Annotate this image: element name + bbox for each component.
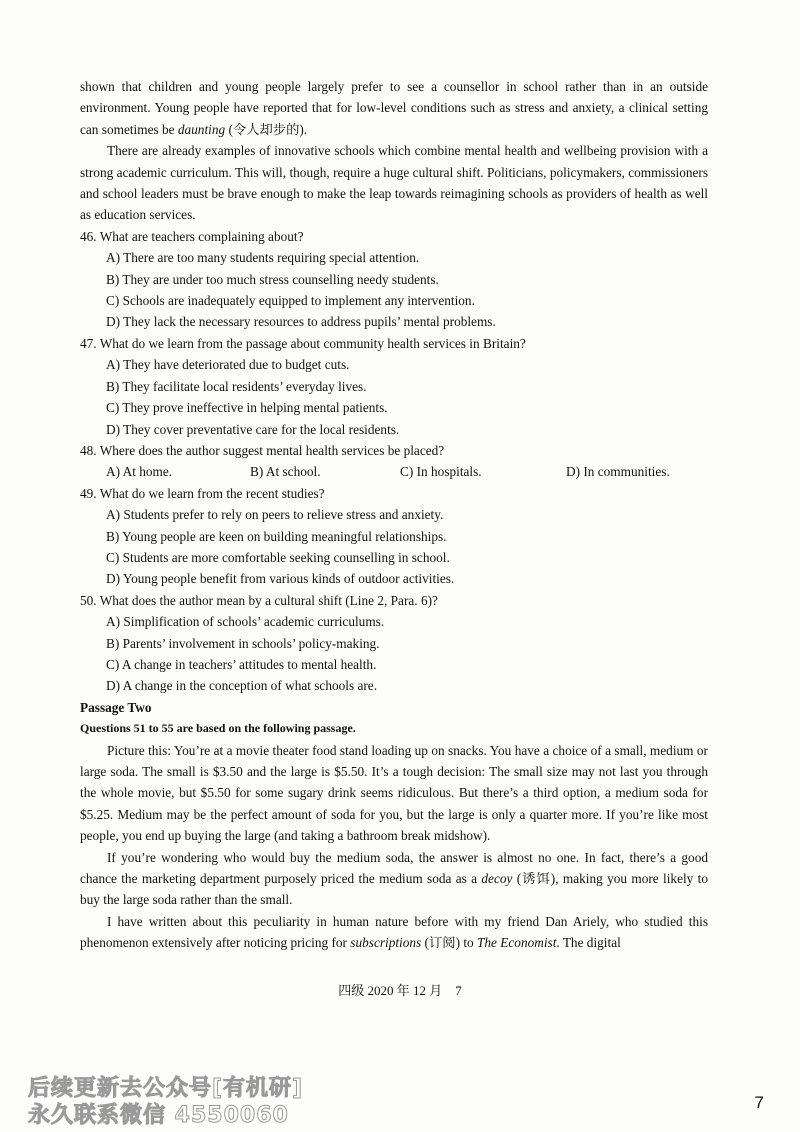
option-a: A) There are too many students requiring special attention. (106, 250, 420, 266)
passage-two-instructions: Questions 51 to 55 are based on the following passage. (80, 721, 356, 736)
option-d: D) They cover preventative care for the local residents. (106, 421, 400, 437)
watermark-line-2: 永久联系微信 4550060 (28, 1103, 289, 1128)
passage-paragraph: I have written about this peculiarity in human nature before with my friend Dan Ariely, who studied this phenomenon extensively after noticing pricing for subscriptions (订阅) to The Economist. The digital (80, 913, 708, 951)
question-49 (80, 483, 708, 590)
passage-two-title: Passage Two (80, 699, 152, 715)
italic-term: decoy (481, 871, 513, 887)
option-b: B) Parents’ involvement in schools’ policy-making. (106, 635, 380, 651)
option-row (106, 461, 708, 482)
option-c: C) A change in teachers’ attitudes to mental health. (106, 656, 377, 672)
option-b: B) At school. (250, 464, 321, 480)
passage-paragraph: Picture this: You’re at a movie theater food stand loading up on snacks. You have a choice of a small, medium or large soda. The small is $3.50 and the large is $5.50. It’s a tough decision: The small size may not last you through the whole movie, but $5.50 for some sugary drink seems ridiculous. But there’s a third option, a medium soda for $5.25. Medium may be the perfect amount of soda for you, but the large is only a quarter more. If you’re like most people, you end up buying the large (and taking a bathroom break midshow). (80, 742, 708, 844)
italic-term: daunting (177, 121, 226, 137)
question-stem: 47. What do we learn from the passage about community health services in Britain? (80, 335, 526, 351)
question-47 (80, 333, 708, 440)
page-number: 7 (754, 1093, 764, 1112)
watermark-line-1: 后续更新去公众号[有机研] (28, 1076, 304, 1101)
page-content (80, 76, 708, 954)
option-b: B) Young people are keen on building meaningful relationships. (106, 528, 447, 544)
option-d: D) A change in the conception of what schools are. (106, 678, 378, 694)
passage-paragraph: There are already examples of innovative schools which combine mental health and wellbeing provision with a strong academic curriculum. This will, though, require a huge cultural shift. Politicians, policymakers, commissioners and school leaders must be brave enough to make the leap towards reimagining schools as providers of health as well as education services. (80, 143, 708, 223)
question-50 (80, 590, 708, 697)
option-d: D) In communities. (566, 464, 670, 480)
option-d: D) They lack the necessary resources to address pupils’ mental problems. (106, 314, 496, 330)
italic-title: The Economist (477, 935, 557, 951)
italic-term: subscriptions (350, 935, 422, 951)
option-a: A) At home. (106, 464, 173, 480)
option-a: A) Students prefer to rely on peers to relieve stress and anxiety. (106, 507, 444, 523)
page-footer: 四级 2020 年 12 月 7 (338, 983, 462, 998)
option-d: D) Young people benefit from various kinds of outdoor activities. (106, 571, 455, 587)
option-c: C) They prove ineffective in helping mental patients. (106, 400, 388, 416)
option-c: C) Schools are inadequately equipped to implement any intervention. (106, 293, 475, 309)
question-stem: 50. What does the author mean by a cultural shift (Line 2, Para. 6)? (80, 592, 438, 608)
passage-paragraph: shown that children and young people largely prefer to see a counsellor in school rather than in an outside environment. Young people have reported that for low-level conditions such as stress and anxiety, a clinical setting can sometimes be daunting (令人却步的). (80, 79, 708, 137)
question-48 (80, 440, 708, 483)
watermark (28, 1075, 303, 1129)
option-c: C) In hospitals. (400, 464, 482, 480)
option-b: B) They facilitate local residents’ everyday lives. (106, 378, 367, 394)
option-c: C) Students are more comfortable seeking counselling in school. (106, 549, 450, 565)
question-stem: 49. What do we learn from the recent studies? (80, 485, 325, 501)
option-a: A) They have deteriorated due to budget cuts. (106, 357, 350, 373)
question-stem: 46. What are teachers complaining about? (80, 228, 304, 244)
passage-paragraph: If you’re wondering who would buy the medium soda, the answer is almost no one. In fact, there’s a good chance the marketing department purposely priced the medium soda as a decoy (诱饵), making you more likely to buy the large soda rather than the small. (80, 849, 708, 908)
question-stem: 48. Where does the author suggest mental health services be placed? (80, 442, 445, 458)
option-a: A) Simplification of schools’ academic curriculums. (106, 614, 385, 630)
option-b: B) They are under too much stress counselling needy students. (106, 271, 439, 287)
question-46 (80, 226, 708, 333)
